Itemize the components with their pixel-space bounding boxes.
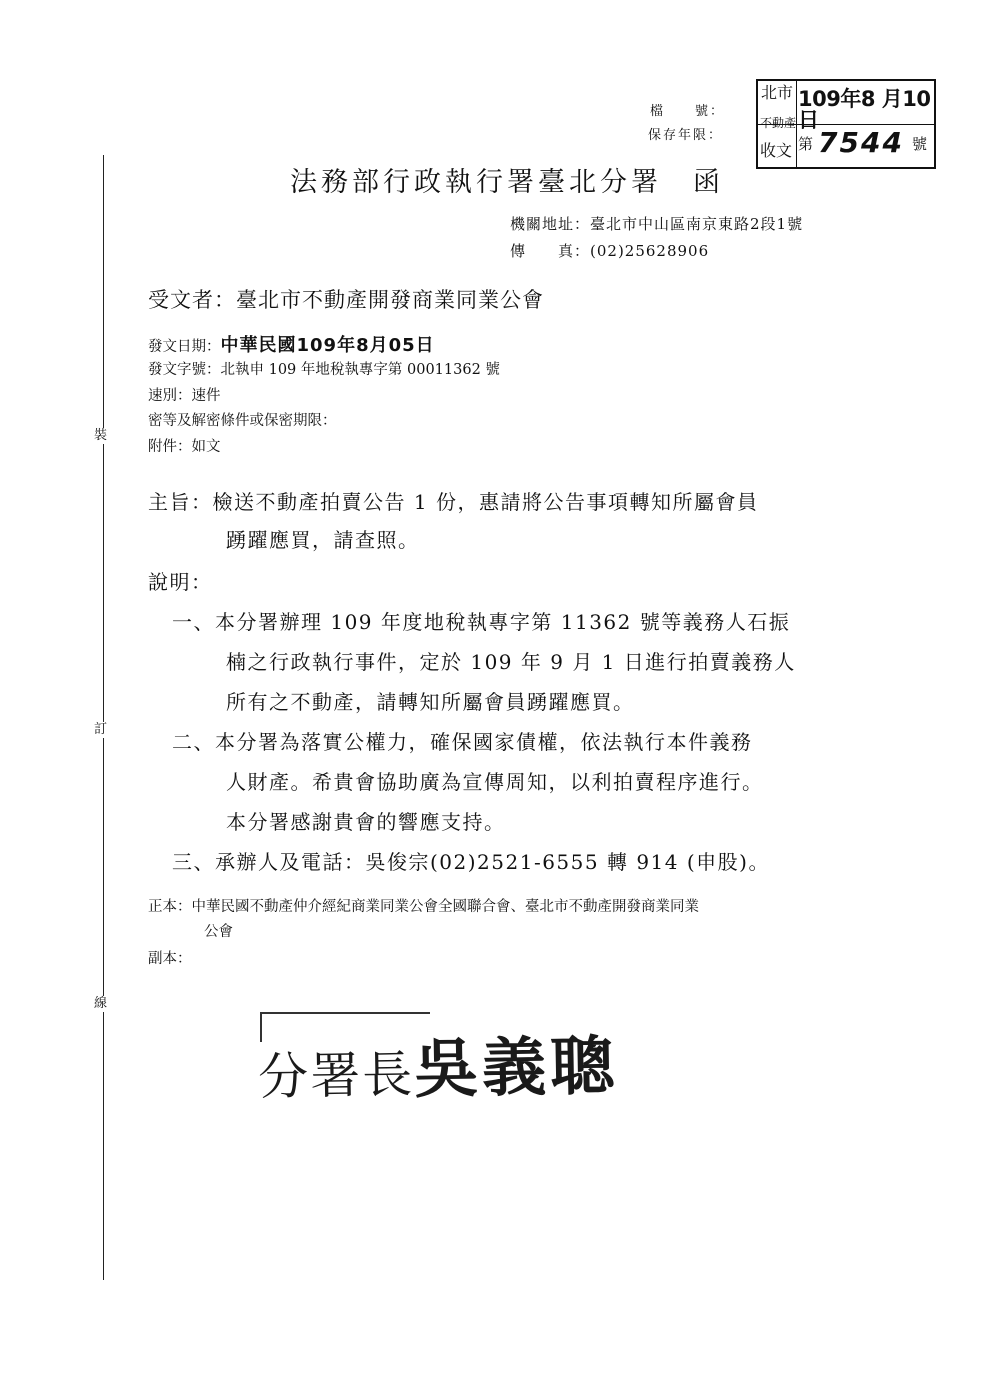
explanation-item-1-line-2: 楠之行政執行事件，定於 109 年 9 月 1 日進行拍賣義務人 [226, 650, 796, 674]
explanation-item-2-line-2: 人財產。希貴會協助廣為宣傳周知，以利拍賣程序進行。 [226, 770, 764, 794]
binding-char-zhuang: 裝 [94, 428, 108, 443]
document-number: 發文字號：北執申 109 年地稅執專字第 00011362 號 [148, 362, 500, 378]
stamp-number-value: 7544 [818, 126, 904, 159]
explanation-heading: 說明： [148, 570, 213, 594]
attachment: 附件：如文 [148, 439, 221, 455]
explanation-item-2-line-3: 本分署感謝貴會的響應支持。 [226, 810, 506, 834]
signature-title: 分署長 [257, 1045, 415, 1107]
binding-char-ding: 訂 [94, 722, 108, 737]
stamp-date: 109年8 月10日 [798, 87, 931, 132]
explanation-item-3: 三、承辦人及電話：吳俊宗(02)2521-6555 轉 914 (申股)。 [172, 850, 770, 874]
secrecy-level: 密等及解密條件或保密期限： [148, 413, 337, 429]
document-title: 法務部行政執行署臺北分署 函 [290, 167, 724, 198]
original-recipients-line-1: 正本：中華民國不動產仲介經紀商業同業公會全國聯合會、臺北市不動產開發商業同業 [148, 899, 699, 915]
stamp-assoc: 不動產 [760, 116, 797, 130]
issue-date-label: 發文日期： [148, 339, 221, 355]
explanation-item-1-line-3: 所有之不動產，請轉知所屬會員踴躍應買。 [226, 690, 635, 714]
retention-label: 保存年限： [648, 128, 724, 143]
speed-class: 速別：速件 [148, 388, 221, 404]
issue-date [148, 331, 435, 357]
stamp-office: 北市 [761, 83, 794, 102]
stamp-received: 收文 [760, 141, 793, 160]
signature-bracket-top [260, 1012, 430, 1014]
subject-line-2: 踴躍應買，請查照。 [226, 528, 420, 552]
receipt-stamp [756, 79, 936, 169]
stamp-number-prefix: 第 [798, 135, 814, 153]
explanation-item-1-line-1: 一、本分署辦理 109 年度地稅執專字第 11362 號等義務人石振 [172, 610, 791, 634]
agency-address: 機關地址：臺北市中山區南京東路2段1號 [510, 215, 804, 233]
agency-fax: 傳 真：(02)25628906 [510, 242, 710, 260]
carbon-copy: 副本： [148, 951, 192, 967]
subject-line-1: 主旨：檢送不動產拍賣公告 1 份，惠請將公告事項轉知所屬會員 [148, 490, 759, 514]
recipient: 受文者：臺北市不動產開發商業同業公會 [148, 288, 544, 312]
file-number-label: 檔 號： [650, 104, 726, 119]
signature-name: 吳義聰 [413, 1028, 619, 1108]
explanation-item-2-line-1: 二、本分署為落實公權力，確保國家債權，依法執行本件義務 [172, 730, 753, 754]
original-recipients-line-2: 公會 [204, 924, 233, 940]
binding-line [103, 155, 104, 1280]
issue-date-value: 中華民國109年8月05日 [220, 335, 435, 356]
stamp-number-suffix: 號 [912, 135, 928, 153]
director-signature [257, 1015, 619, 1113]
binding-char-xian: 線 [94, 996, 108, 1011]
